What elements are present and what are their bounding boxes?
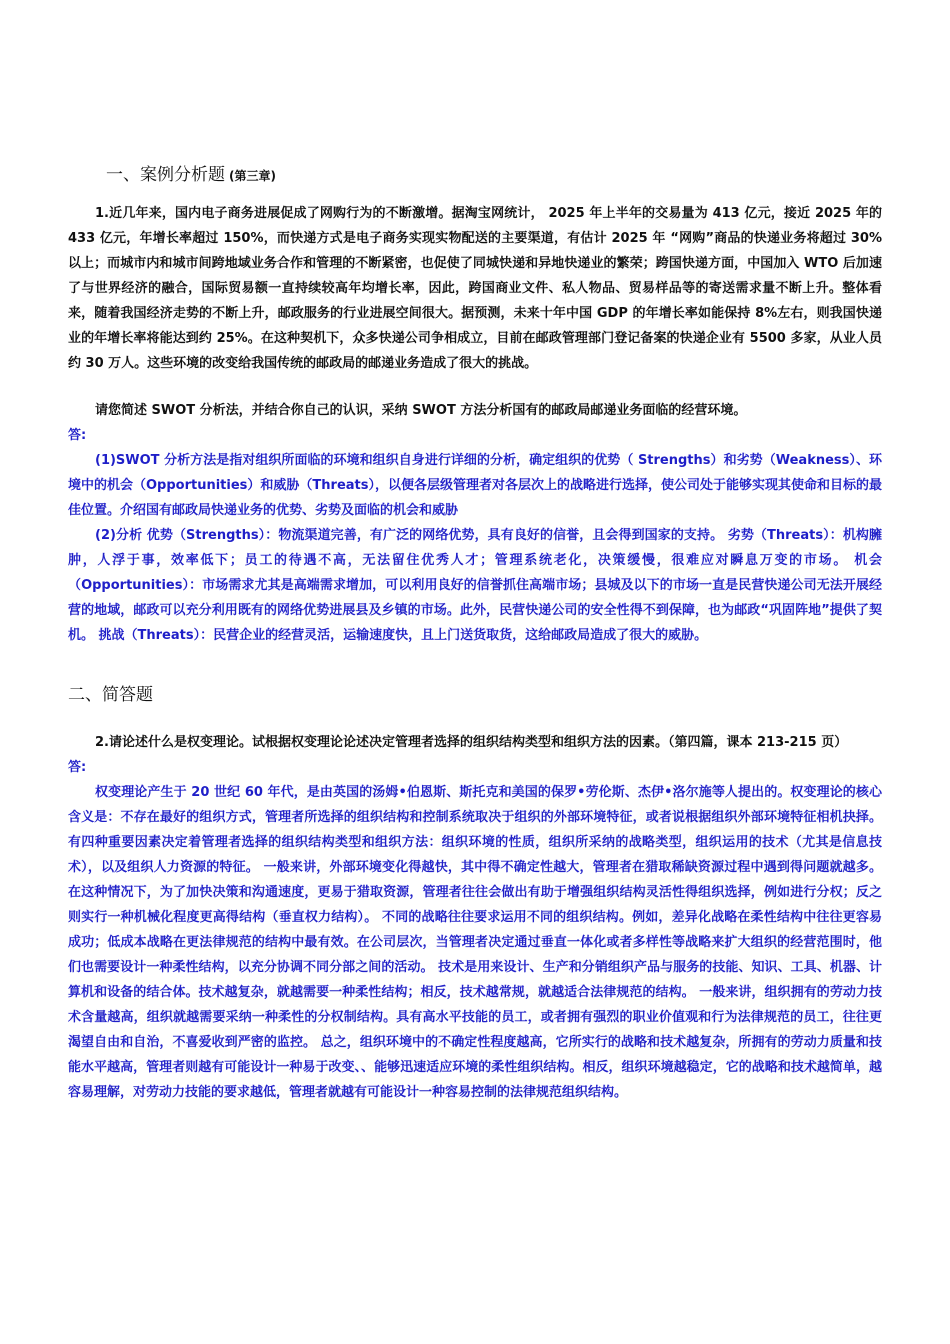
short-answer-question: 2.请论述什么是权变理论。试根据权变理论论述决定管理者选择的组织结构类型和组织方法的因素。（第四篇，课本 213-215 页） — [95, 735, 848, 750]
answer-label-2: 答: — [68, 760, 87, 775]
section-1-heading — [68, 162, 882, 189]
answer-swot-definition: (1)SWOT 分析方法是指对组织所面临的环境和组织自身进行详细的分析，确定组织的优势（ Strengths）和劣势（Weakness）、环境中的机会（Opportunities）和威胁（Threats），以便各层级管理者对各层次上的战略进行选择，使公司处于能够实现其使命和目标的最佳位置。介绍国有邮政局快递业务的优势、劣势及面临的机会和威胁 — [68, 453, 882, 518]
document-page — [68, 162, 882, 1105]
case-description: 1.近几年来，国内电子商务进展促成了网购行为的不断激增。据淘宝网统计， 2025 年上半年的交易量为 413 亿元，接近 2025 年的 433 亿元，年增长率超过 150%，而快递方式是电子商务实现实物配送的主要渠道，有估计 2025 年 “网购”商品的快递业务将超过 30%以上；而城市内和城市间跨地域业务合作和管理的不断紧密，也促使了同城快递和异地快递业的繁荣；跨国快递方面，中国加入 WTO 后加速了与世界经济的融合，国际贸易额一直持续较高年均增长率，因此，跨国商业文件、私人物品、贸易样品等的寄送需求量不断上升。整体看来，随着我国经济走势的不断上升，邮政服务的行业进展空间很大。据预测，未来十年中国 GDP 的年增长率如能保持 8%左右，则我国快递业的年增长率将能达到约 25%。在这种契机下，众多快递公司争相成立，目前在邮政管理部门登记备案的快递企业有 5500 多家，从业人员约 30 万人。这些环境的改变给我国传统的邮政局的邮递业务造成了很大的挑战。 — [68, 206, 882, 371]
section-2-heading: 二、简答题 — [68, 685, 153, 705]
case-question: 请您简述 SWOT 分析法，并结合你自己的认识，采纳 SWOT 方法分析国有的邮政局邮递业务面临的经营环境。 — [95, 403, 747, 418]
answer-contingency-theory: 权变理论产生于 20 世纪 60 年代，是由英国的汤姆•伯恩斯、斯托克和美国的保罗•劳伦斯、杰伊•洛尔施等人提出的。权变理论的核心含义是：不存在最好的组织方式，管理者所选择的组织结构和控制系统取决于组织的外部环境特征，或者说根据组织外部环境特征相机抉择。 有四种重要因素决定着管理者选择的组织结构类型和组织方法：组织环境的性质，组织所采纳的战略类型，组织运用的技术（尤其是信息技术），以及组织人力资源的特征。 一般来讲，外部环境变化得越快，其中得不确定性越大，管理者在猎取稀缺资源过程中遇到得问题就越多。在这种情况下，为了加快决策和沟通速度，更易于猎取资源，管理者往往会做出有助于增强组织结构灵活性得组织选择，例如进行分权；反之则实行一种机械化程度更高得结构（垂直权力结构）。 不同的战略往往要求运用不同的组织结构。例如，差异化战略在柔性结构中往往更容易成功；低成本战略在更法律规范的结构中最有效。在公司层次，当管理者决定通过垂直一体化或者多样性等战略来扩大组织的经营范围时，他们也需要设计一种柔性结构，以充分协调不同分部之间的活动。 技术是用来设计、生产和分销组织产品与服务的技能、知识、工具、机器、计算机和设备的结合体。技术越复杂，就越需要一种柔性结构；相反，技术越常规，就越适合法律规范的结构。 一般来讲，组织拥有的劳动力技术含量越高，组织就越需要采纳一种柔性的分权制结构。具有高水平技能的员工，或者拥有强烈的职业价值观和行为法律规范的员工，往往更渴望自由和自治，不喜爱收到严密的监控。 总之，组织环境中的不确定性程度越高，它所实行的战略和技术越复杂，所拥有的劳动力质量和技能水平越高，管理者则越有可能设计一种易于改变、、能够迅速适应环境的柔性组织结构。相反，组织环境越稳定，它的战略和技术越简单，越容易理解，对劳动力技能的要求越低，管理者就越有可能设计一种容易控制的法律规范组织结构。 — [68, 785, 882, 1100]
section-1-chapter: (第三章) — [229, 169, 276, 183]
answer-swot-analysis: (2)分析 优势（Strengths）：物流渠道完善，有广泛的网络优势，具有良好的信誉，且会得到国家的支持。 劣势（Threats）：机构臃肿，人浮于事，效率低下；员工的待遇不高，无法留住优秀人才；管理系统老化，决策缓慢，很难应对瞬息万变的市场。 机会（Opportunities）：市场需求尤其是高端需求增加，可以利用良好的信誉抓住高端市场；县城及以下的市场一直是民营快递公司无法开展经营的地域，邮政可以充分利用既有的网络优势进展县及乡镇的市场。此外，民营快递公司的安全性得不到保障，也为邮政“巩固阵地”提供了契机。 挑战（Threats）：民营企业的经营灵活，运输速度快，且上门送货取货，这给邮政局造成了很大的威胁。 — [68, 528, 882, 643]
section-1-title: 一、案例分析题 — [106, 165, 225, 185]
answer-label-1: 答: — [68, 428, 87, 443]
